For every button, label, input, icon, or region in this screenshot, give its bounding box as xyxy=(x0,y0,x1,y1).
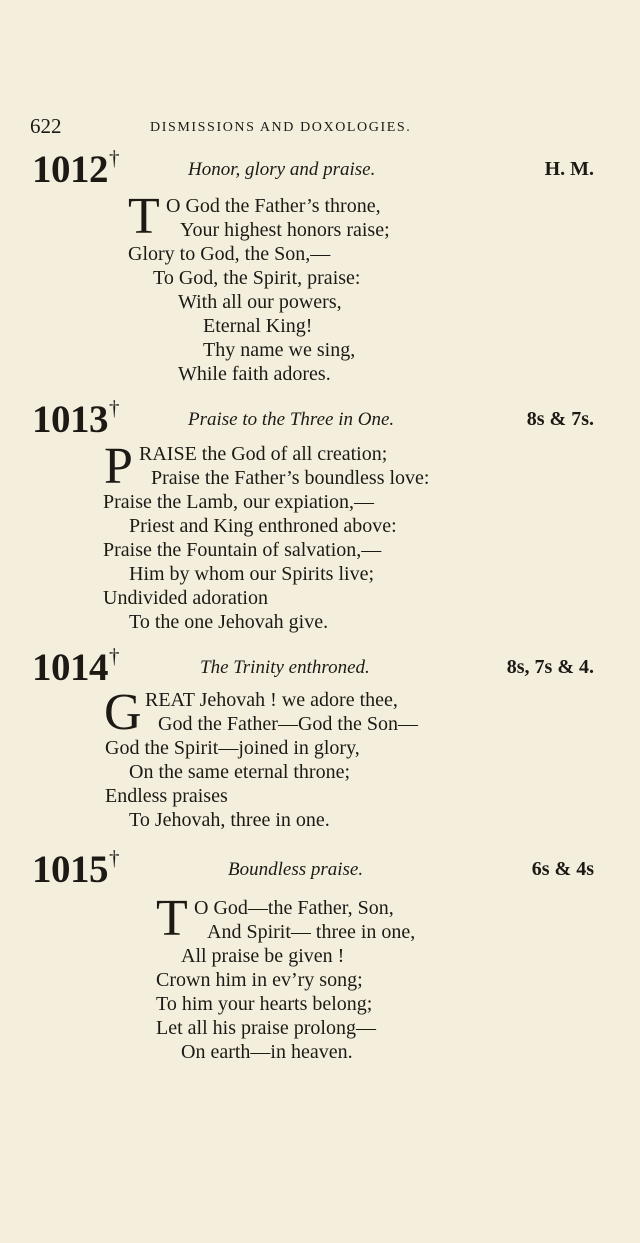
drop-cap: G xyxy=(104,684,142,741)
verse-line: Glory to God, the Son,— xyxy=(128,243,331,265)
verse-line: Crown him in ev’ry song; xyxy=(156,969,363,991)
hymn-number: 1015† xyxy=(32,846,119,891)
drop-cap: P xyxy=(104,438,133,495)
hymn-meter: H. M. xyxy=(544,158,594,180)
verse-line: Eternal King! xyxy=(203,315,313,337)
verse-line: Your highest honors raise; xyxy=(180,219,390,241)
verse-line: On earth—in heaven. xyxy=(181,1041,353,1063)
verse-line: While faith adores. xyxy=(178,363,331,385)
hymn-title: Boundless praise. xyxy=(228,859,364,880)
hymn-title: Praise to the Three in One. xyxy=(188,409,395,430)
verse-line: To him your hearts belong; xyxy=(156,993,373,1015)
hymn-number: 1012† xyxy=(32,146,119,191)
drop-cap: T xyxy=(128,188,160,245)
verse-line: Undivided adoration xyxy=(103,587,268,609)
verse-line: To Jehovah, three in one. xyxy=(129,809,330,831)
verse-line: God the Spirit—joined in glory, xyxy=(105,737,360,759)
verse-line: To the one Jehovah give. xyxy=(129,611,329,633)
hymn-title: The Trinity enthroned. xyxy=(200,657,370,678)
hymn-meter: 8s, 7s & 4. xyxy=(506,656,594,678)
running-title: DISMISSIONS AND DOXOLOGIES. xyxy=(150,120,412,135)
hymn-meter: 8s & 7s. xyxy=(526,408,594,430)
hymn-meter: 6s & 4s xyxy=(531,858,594,880)
verse-line: All praise be given ! xyxy=(181,945,345,967)
verse-line: Endless praises xyxy=(105,785,228,807)
verse-line: O God the Father’s throne, xyxy=(166,195,381,217)
hymn-number: 1013† xyxy=(32,396,119,441)
verse-line: To God, the Spirit, praise: xyxy=(153,267,361,289)
verse-line: Let all his praise prolong— xyxy=(156,1017,376,1039)
verse-line: And Spirit— three in one, xyxy=(207,921,416,943)
hymn-number: 1014† xyxy=(32,644,119,689)
drop-cap: T xyxy=(156,890,188,947)
verse-line: Praise the Fountain of salvation,— xyxy=(103,539,382,561)
verse-line: Thy name we sing, xyxy=(203,339,356,361)
dagger-mark: † xyxy=(109,146,119,170)
verse-line: With all our powers, xyxy=(178,291,342,313)
verse-line: God the Father—God the Son— xyxy=(158,713,418,735)
verse-line: REAT Jehovah ! we adore thee, xyxy=(145,689,398,711)
verse-line: RAISE the God of all creation; xyxy=(139,443,388,465)
dagger-mark: † xyxy=(109,396,119,420)
hymn-title: Honor, glory and praise. xyxy=(188,159,376,180)
verse-line: Praise the Lamb, our expiation,— xyxy=(103,491,375,513)
verse-line: O God—the Father, Son, xyxy=(194,897,394,919)
verse-line: Priest and King enthroned above: xyxy=(129,515,397,537)
verse-line: Praise the Father’s boundless love: xyxy=(151,467,430,489)
page-header xyxy=(30,114,610,140)
dagger-mark: † xyxy=(109,644,119,668)
verse-line: On the same eternal throne; xyxy=(129,761,351,783)
page-number: 622 xyxy=(30,114,62,138)
verse-line: Him by whom our Spirits live; xyxy=(129,563,374,585)
dagger-mark: † xyxy=(109,846,119,870)
